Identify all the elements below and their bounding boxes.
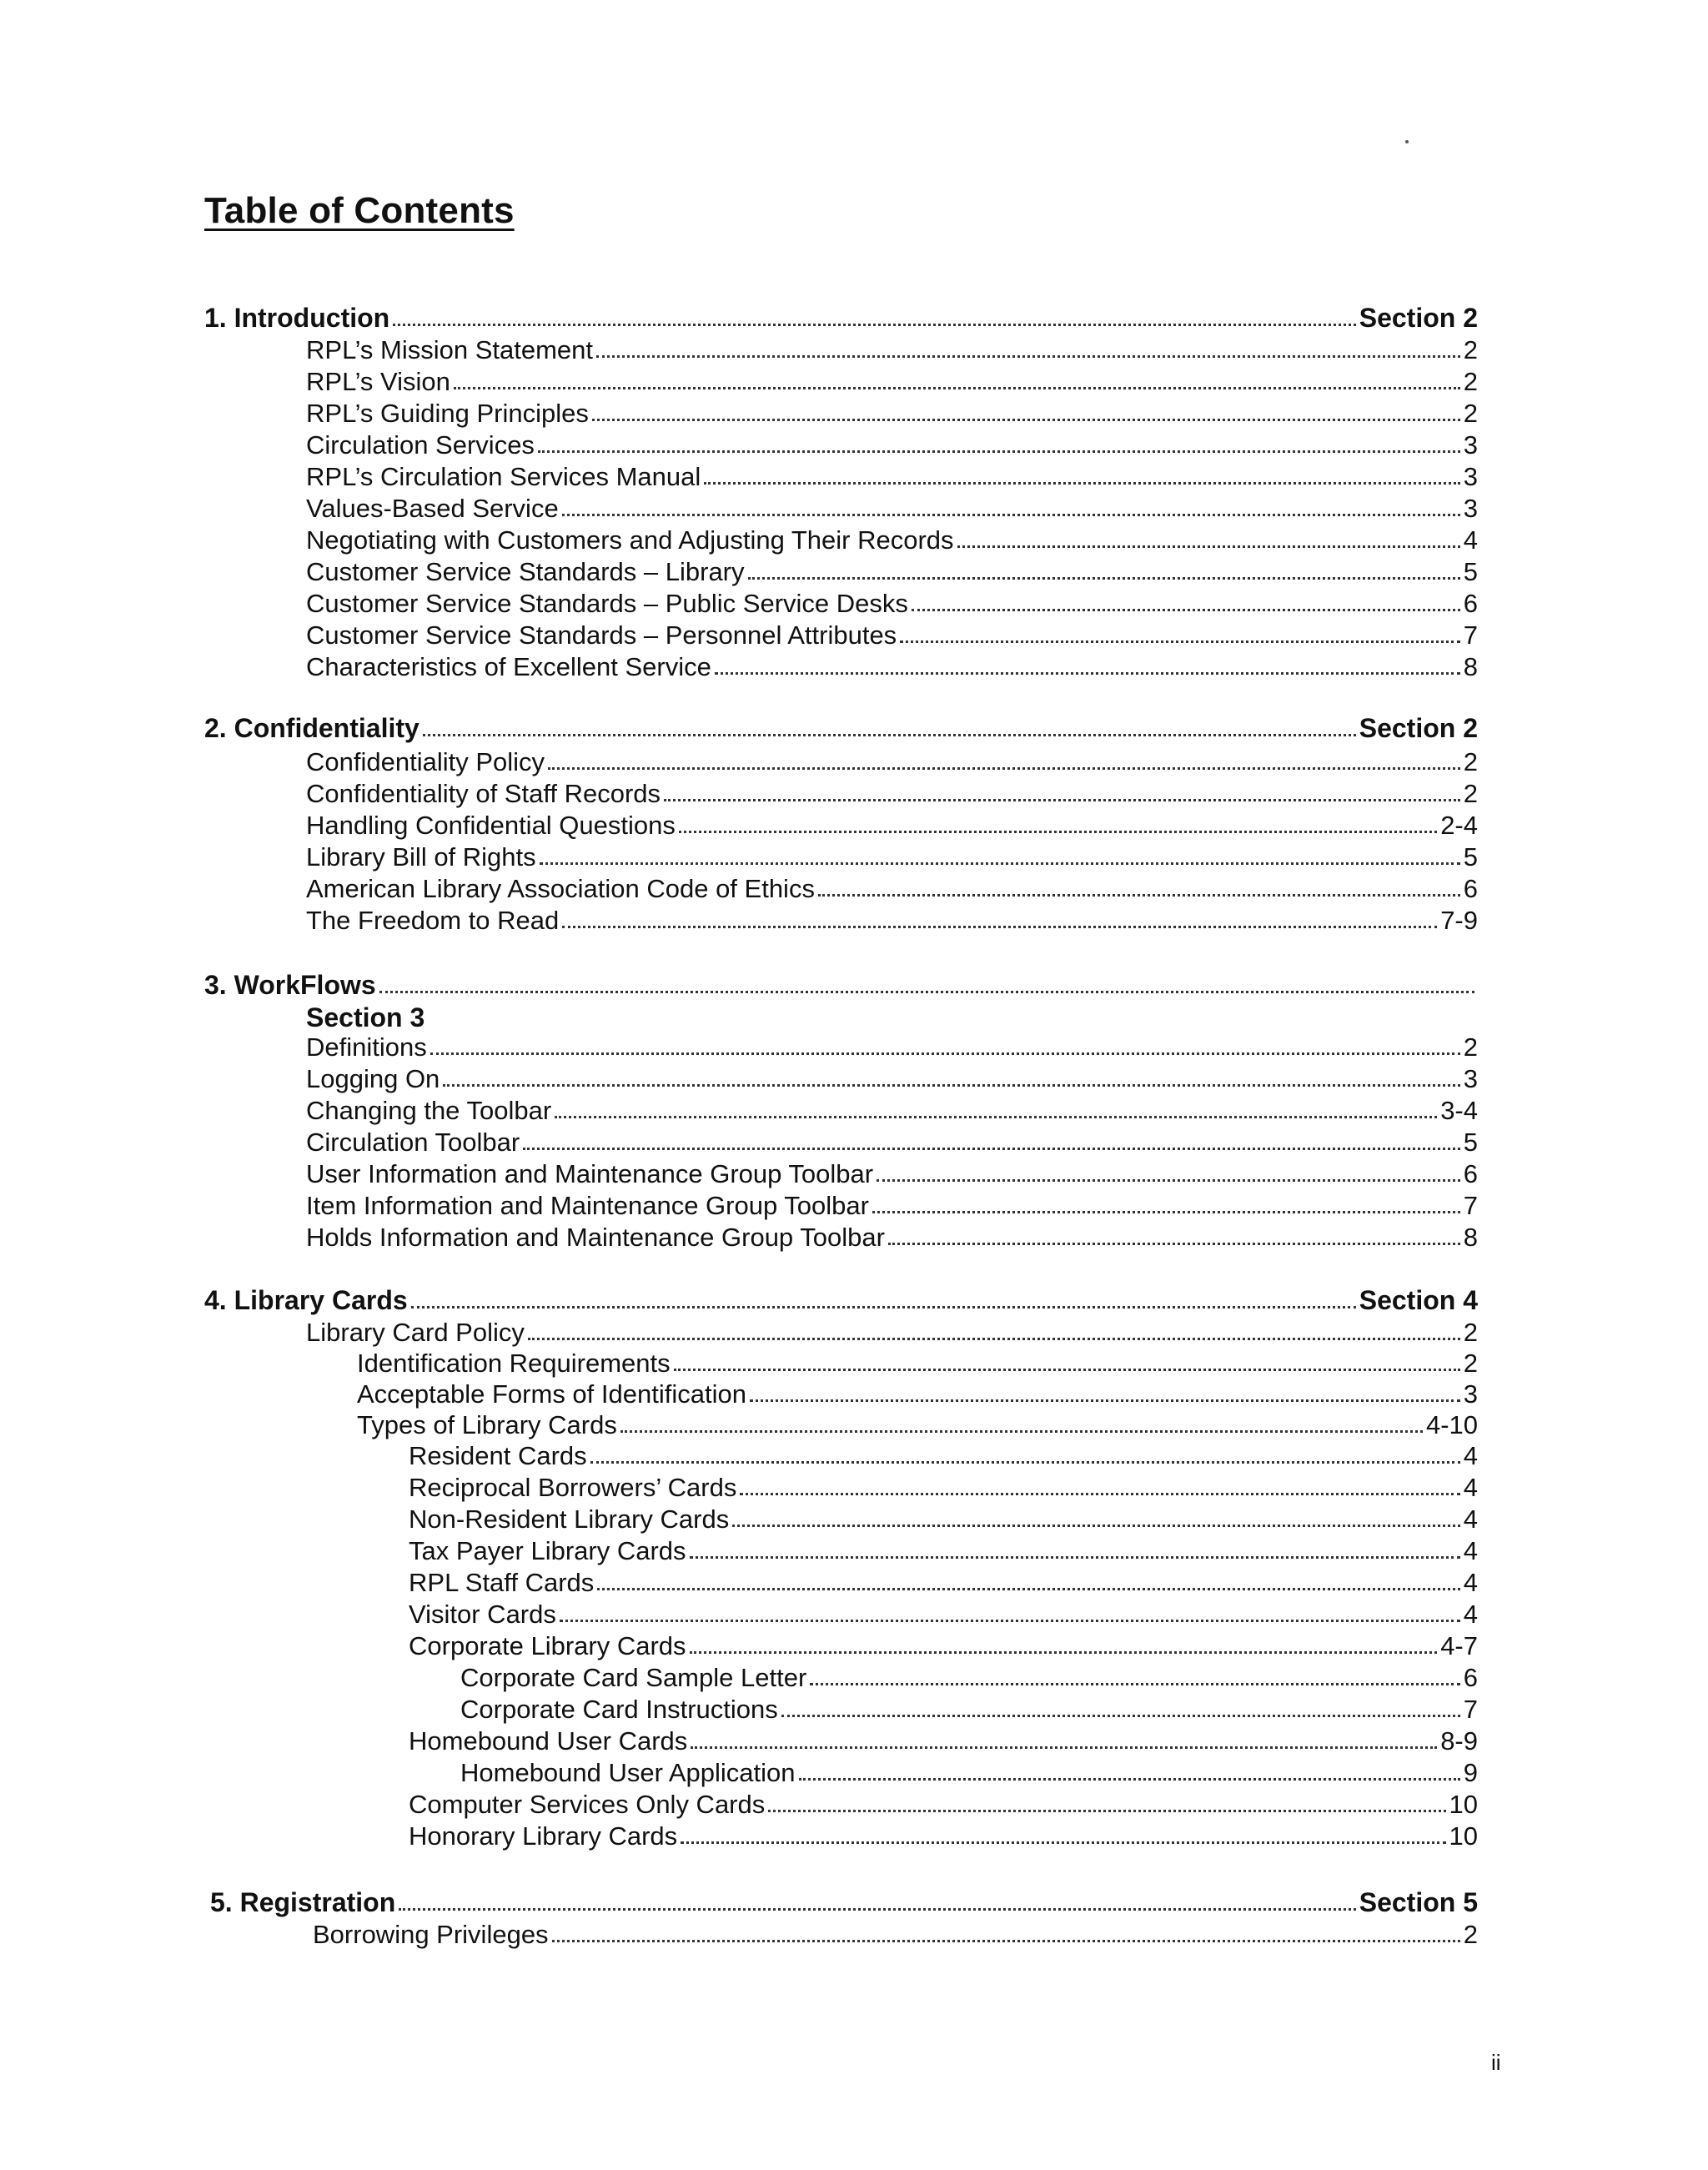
toc-entry[interactable] [409,1438,1478,1471]
toc-label: Tax Payer Library Cards [409,1536,686,1565]
toc-page: 4 [1463,525,1478,555]
toc-page: 3-4 [1440,1096,1478,1125]
toc-section-introduction[interactable] [204,300,1478,334]
leader-dots [620,1430,1423,1433]
toc-page: 4-7 [1440,1631,1478,1660]
toc-section-library-cards[interactable] [204,1283,1478,1316]
toc-label: Resident Cards [409,1441,587,1470]
leader-dots [781,1715,1460,1717]
toc-entry[interactable] [306,1061,1478,1094]
leader-dots [740,1493,1459,1495]
toc-label: Characteristics of Excellent Service [306,652,711,681]
toc-label: 1. Introduction [204,303,390,333]
toc-entry[interactable] [409,1786,1478,1820]
toc-label: Visitor Cards [409,1600,556,1629]
toc-label: RPL’s Mission Statement [306,335,594,364]
toc-page: 3 [1463,462,1478,491]
toc-page: 4-10 [1425,1410,1478,1439]
toc-page: Section 4 [1359,1285,1478,1315]
toc-page: 3 [1463,494,1478,523]
toc-label: Non-Resident Library Cards [409,1504,730,1534]
toc-entry[interactable] [460,1660,1478,1693]
toc-label: Computer Services Only Cards [409,1790,766,1819]
toc-label: Reciprocal Borrowers’ Cards [409,1473,737,1502]
leader-dots [555,1116,1437,1118]
toc-page: 9 [1463,1758,1478,1787]
toc-label: Values-Based Service [306,494,559,523]
toc-page: 6 [1463,589,1478,618]
toc-entry[interactable] [306,364,1478,397]
toc-entry[interactable] [306,1314,1478,1348]
leader-dots [562,926,1437,928]
toc-entry[interactable] [306,395,1478,429]
toc-page: 5 [1463,842,1478,872]
toc-page: 6 [1463,1159,1478,1188]
toc-label: Confidentiality Policy [306,747,545,776]
leader-dots [768,1810,1445,1812]
toc-label: The Freedom to Read [306,906,560,935]
toc-label: Handling Confidential Questions [306,811,676,840]
leader-dots [540,862,1460,865]
leader-dots [538,450,1460,453]
leader-dots [681,1841,1445,1844]
toc-page: 2 [1463,1318,1478,1347]
toc-page: 6 [1463,874,1478,903]
toc-page: 10 [1449,1821,1478,1851]
toc-page: Section 2 [1359,303,1478,333]
toc-entry[interactable] [306,459,1478,492]
toc-page: 3 [1463,1064,1478,1093]
toc-page: 2 [1463,747,1478,776]
leader-dots [393,324,1356,326]
toc-page: Section 5 [1359,1887,1478,1917]
toc-label: Logging On [306,1064,440,1093]
toc-entry[interactable] [306,776,1478,809]
toc-label: Homebound User Application [460,1758,796,1787]
page-title: Table of Contents [204,190,515,231]
toc-label: Corporate Card Instructions [460,1695,778,1724]
toc-entry[interactable] [306,871,1478,904]
toc-page: 4 [1463,1441,1478,1470]
toc-label: RPL Staff Cards [409,1568,595,1597]
toc-page: 4 [1463,1600,1478,1629]
leader-dots [690,1651,1438,1654]
toc-entry[interactable] [306,332,1478,365]
toc-page: 2 [1463,1032,1478,1062]
leader-dots [590,1461,1460,1464]
toc-page: 4 [1463,1536,1478,1565]
toc-page: 4 [1463,1504,1478,1534]
toc-label: Library Card Policy [306,1318,525,1347]
toc-page: 7 [1463,1191,1478,1220]
toc-entry[interactable] [306,617,1478,650]
toc-entry[interactable] [306,522,1478,555]
toc-label: Circulation Services [306,430,535,460]
toc-section-workflows[interactable] [204,967,1478,1001]
leader-dots [872,1211,1460,1213]
toc-label: Types of Library Cards [357,1410,617,1439]
toc-label: Item Information and Maintenance Group Toolbar [306,1191,869,1220]
toc-label: User Information and Maintenance Group Toolbar [306,1159,874,1188]
toc-label: Customer Service Standards – Personnel Attributes [306,620,897,650]
leader-dots [379,991,1474,993]
toc-label: Identification Requirements [357,1349,671,1378]
toc-entry[interactable] [409,1501,1478,1535]
toc-page: 3 [1463,430,1478,460]
toc-page: 5 [1463,1128,1478,1157]
toc-label: RPL’s Vision [306,367,450,396]
toc-entry[interactable] [409,1723,1478,1756]
toc-entry[interactable] [306,649,1478,682]
toc-label: Negotiating with Customers and Adjusting Their Records [306,525,954,555]
leader-dots [674,1369,1460,1371]
toc-page: 3 [1463,1379,1478,1409]
toc-label: 3. WorkFlows [204,970,376,1000]
leader-dots [799,1778,1460,1781]
toc-entry[interactable] [306,1156,1478,1189]
leader-dots [715,672,1460,675]
toc-label: Honorary Library Cards [409,1821,678,1851]
leader-dots [597,1588,1459,1590]
toc-page: Section 2 [1359,713,1478,743]
toc-section-registration[interactable] [210,1885,1478,1918]
leader-dots [399,1908,1355,1911]
leader-dots [732,1525,1460,1527]
toc-section-3-ref: Section 3 [306,1002,425,1032]
leader-dots [957,545,1460,548]
leader-dots [888,1243,1460,1245]
toc-entry[interactable] [460,1691,1478,1725]
toc-label: 5. Registration [210,1887,396,1917]
leader-dots [912,609,1460,611]
toc-entry[interactable] [357,1407,1478,1440]
toc-label: Borrowing Privileges [313,1920,549,1949]
leader-dots [704,482,1460,485]
toc-entry[interactable] [306,807,1478,841]
leader-dots [900,640,1460,643]
toc-label: Homebound User Cards [409,1726,688,1756]
toc-label: RPL’s Circulation Services Manual [306,462,701,491]
leader-dots [877,1179,1460,1182]
toc-entry[interactable] [306,902,1478,936]
leader-dots [592,419,1460,421]
toc-entry[interactable] [306,1124,1478,1158]
toc-entry[interactable] [306,554,1478,587]
toc-label: American Library Association Code of Ethics [306,874,815,903]
toc-label: Holds Information and Maintenance Group Toolbar [306,1223,885,1252]
toc-page: 7 [1463,1695,1478,1724]
leader-dots [596,355,1460,358]
leader-dots [810,1683,1459,1685]
toc-page: 4 [1463,1568,1478,1597]
toc-entry[interactable] [409,1628,1478,1661]
toc-page: 2 [1463,399,1478,428]
toc-entry[interactable] [460,1755,1478,1788]
leader-dots [664,799,1460,801]
toc-page: 4 [1463,1473,1478,1502]
toc-entry[interactable] [409,1565,1478,1598]
toc-page: 8 [1463,1223,1478,1252]
toc-label: Customer Service Standards – Library [306,557,745,586]
leader-dots [560,1620,1460,1622]
toc-entry[interactable] [306,744,1478,777]
toc-label: Library Bill of Rights [306,842,536,872]
toc-label: Corporate Library Cards [409,1631,686,1660]
toc-page: 2 [1463,335,1478,364]
toc-page: 2 [1463,1920,1478,1949]
toc-entry[interactable] [306,839,1478,872]
toc-entry[interactable] [306,1188,1478,1221]
leader-dots [528,1338,1460,1340]
toc-entry[interactable] [313,1916,1478,1950]
toc-entry[interactable] [306,1219,1478,1253]
leader-dots [430,1052,1460,1055]
leader-dots [690,1556,1460,1559]
toc-entry[interactable] [409,1818,1478,1851]
toc-entry[interactable] [306,1029,1478,1062]
leader-dots [423,734,1356,736]
toc-entry[interactable] [306,1093,1478,1126]
leader-dots [679,831,1437,833]
toc-page: 6 [1463,1663,1478,1692]
toc-label: Acceptable Forms of Identification [357,1379,746,1409]
toc-entry[interactable] [409,1469,1478,1503]
leader-dots [750,1399,1460,1402]
leader-dots [691,1746,1437,1749]
toc-label: Customer Service Standards – Public Service Desks [306,589,908,618]
leader-dots [523,1148,1460,1150]
toc-entry[interactable] [306,585,1478,619]
leader-dots [552,1940,1460,1942]
toc-page: 5 [1463,557,1478,586]
toc-page: 10 [1449,1790,1478,1819]
toc-entry[interactable] [306,490,1478,524]
leader-dots [411,1306,1356,1309]
toc-page: 7 [1463,620,1478,650]
toc-page: 2 [1463,1349,1478,1378]
toc-entry[interactable] [306,427,1478,460]
toc-page: 8-9 [1440,1726,1478,1756]
toc-page: 2 [1463,779,1478,808]
toc-label: Corporate Card Sample Letter [460,1663,807,1692]
toc-entry[interactable] [409,1596,1478,1630]
leader-dots [454,387,1460,389]
toc-label: Circulation Toolbar [306,1128,520,1157]
toc-label: Changing the Toolbar [306,1096,552,1125]
toc-label: Definitions [306,1032,427,1062]
toc-section-confidentiality[interactable] [204,711,1478,744]
toc-label: 2. Confidentiality [204,713,419,743]
toc-page: 2 [1463,367,1478,396]
leader-dots [443,1084,1459,1087]
toc-entry[interactable] [409,1533,1478,1566]
leader-dots [748,577,1460,580]
toc-label: 4. Library Cards [204,1285,408,1315]
toc-label: Confidentiality of Staff Records [306,779,661,808]
toc-page: 2-4 [1440,811,1478,840]
toc-page: 7-9 [1440,906,1478,935]
leader-dots [562,514,1460,516]
leader-dots [548,767,1460,770]
toc-entry[interactable] [357,1376,1478,1409]
leader-dots [818,894,1460,897]
toc-entry[interactable] [357,1345,1478,1379]
page-number: ii [1491,2050,1501,2075]
toc-label: RPL’s Guiding Principles [306,399,589,428]
toc-page: 8 [1463,652,1478,681]
